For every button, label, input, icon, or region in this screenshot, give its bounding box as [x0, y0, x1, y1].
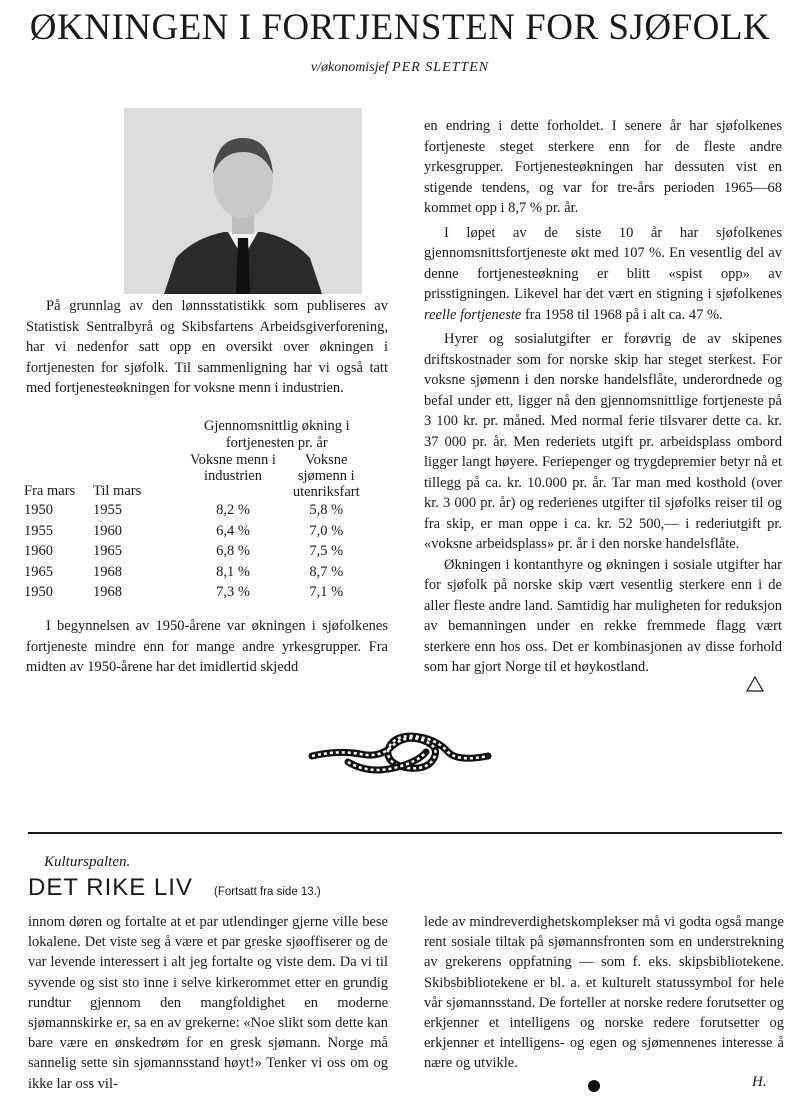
earnings-table — [20, 418, 370, 603]
table-row — [20, 521, 370, 542]
cell-to: 1968 — [93, 584, 123, 600]
table-group-header: Gjennomsnittlig økning i fortjenesten pr. år — [203, 418, 350, 451]
cell-to: 1955 — [93, 502, 123, 518]
cell-from: 1960 — [24, 543, 53, 559]
section-label: Kulturspalten. — [44, 854, 131, 870]
table-row — [20, 562, 370, 583]
cell-industry: 6,4 % — [216, 522, 250, 539]
left-after-table-paragraph: I begynnelsen av 1950-årene var økningen i sjøfolkenes fortjeneste mindre enn for mange andre yrkesgrupper. Fra midten av 1950-årene har det imidlertid skjedd — [26, 618, 388, 675]
cell-to: 1968 — [93, 563, 123, 580]
bullet-dot-icon — [588, 1080, 600, 1092]
author-portrait-photo — [124, 108, 362, 294]
emphasis-text: reelle fortjeneste — [424, 306, 522, 323]
cell-from: 1965 — [24, 563, 53, 580]
byline-name: PER SLETTEN — [392, 60, 490, 75]
column-heading: DET RIKE LIV — [28, 874, 193, 901]
byline-prefix: v/økonomisjef — [310, 60, 389, 75]
section-divider — [28, 832, 782, 834]
right-paragraph-3: Hyrer og sosialutgifter er forøvrig de av skipenes driftskostnader som for norske skip har steget sterkest. For voksne sjømenn i den norske handelsflåte, underordnede og befal under ett, ligger nå den gjennomsnittlige fortjeneste på 3 100 kr. pr. måned. Med normal ferie tilsvarer dette ca. kr. 37 000 pr. år. Men rederiets utgift pr. arbeidsplass ombord ligger langt høyere. Feriepenger og trygdepremier betyr nå et tillegg på ca. kr. 10.000 pr. år. Tar man med kosthold (over kr. 3 000 pr. år) og rederienes utgifter til sjøfolks reiser til og fra skip, er man oppe i ca. kr. 52 500,— i rederiutgift pr. «voksne arbeidsplass» pr. år i den norske handelsflåte. — [424, 331, 782, 552]
col-seamen-header: Voksne sjømenn i utenriksfart — [292, 452, 360, 500]
cell-industry: 6,8 % — [216, 543, 250, 559]
continued-note: (Fortsatt fra side 13.) — [214, 886, 321, 898]
right-paragraph-4: Økningen i kontanthyre og økningen i sosiale utgifter har for sjøfolk på norske skip vært vesentlig sterkere enn i de aller fleste andre land. Samtidig har muligheten for reduksjon av bemanningen under en rekke fremmede flagg vært sterkere enn hos oss. Det er kombinasjonen av disse forhold som har gjort Norge til et høykostland. — [424, 556, 782, 675]
cell-industry: 8,2 % — [216, 502, 250, 518]
col-from-header: Fra mars — [24, 483, 76, 499]
cell-from: 1950 — [24, 502, 53, 518]
cell-industry: 7,3 % — [216, 584, 250, 600]
intro-paragraph: På grunnlag av den lønnsstatistikk som publiseres av Statistisk Sentralbyrå og Skibsfartens Arbeidsgiverforening, har vi nedenfor satt opp en oversikt over økningen i fortjenesten for sjøfolk. Til sammenligning har vi også tatt med fortjenesteøkningen for voksne menn i industrien. — [26, 298, 388, 396]
article-title: ØKNINGEN I FORTJENSTEN FOR SJØFOLK — [29, 7, 771, 48]
cell-to: 1965 — [93, 543, 123, 559]
kultur-left-text: innom døren og fortalte at et par utlendinger gjerne ville bese lokalene. Det viste seg å være et par greske sjøoffiserer og de var levende interessert i alt jeg fortalte og viste dem. Da vi til syvende og sist sto inne i selve kirkerommet etter en grundig rundtur gjennom den mangfoldighet en moderne sjømannskirke er, sa en av grekerne: «Noe slikt som dette kan bare være en ønskedrøm for en gresk sjømann. Norge må sannelig sette sin sjømannsstand høyt!» Tenker vi oss om og ikke lar oss vil- — [28, 914, 388, 1092]
col-to-header: Til mars — [93, 483, 142, 499]
cell-seamen: 5,8 % — [309, 502, 344, 518]
col-industry-header: Voksne menn i industrien — [190, 452, 276, 484]
cell-from: 1950 — [24, 584, 53, 600]
cell-from: 1955 — [24, 522, 53, 539]
right-column — [424, 116, 782, 678]
table-row — [20, 541, 370, 562]
right-paragraph-2: I løpet av de siste 10 år har sjøfolkenes gjennomsnittsfortjeneste økt med 107 %. En vesentlig del av denne fortjenesteøkning er blitt «spist opp» av prisstigningen. Likevel har det vært en stigning i sjøfolkenes reelle fortjeneste fra 1958 til 1968 på i alt ca. 47 %. — [424, 224, 782, 323]
table-row — [20, 582, 370, 603]
table-row — [20, 500, 370, 521]
signature-initial: H. — [752, 1074, 767, 1090]
cell-industry: 8,1 % — [216, 563, 250, 580]
cell-to: 1960 — [93, 522, 123, 539]
cell-seamen: 7,1 % — [309, 584, 344, 600]
cell-seamen: 7,0 % — [309, 522, 344, 539]
right-paragraph-1: en endring i dette forholdet. I senere år har sjøfolkenes fortjeneste steget sterkere enn for de fleste andre yrkesgrupper. Fortjenesteøkningen har dessuten vist en stigende tendens, og var for tre-års perioden 1965—68 kommet opp i 8,7 % pr. år. — [424, 118, 782, 216]
rope-knot-ornament-icon — [308, 728, 492, 778]
kultur-right-text: lede av mindreverdighetskomplekser må vi godta også mange rent sosiale tiltak på sjømannsfronten som en understrekning av grekerens oppfatning — som f. eks. skipsbibliotekene. Skibsbibliotekene er bl. a. et kulturelt statussymbol for hele vår sjømannsstand. De forteller at norske redere forutsetter og erkjenner et intelligens og norske redere forutsetter og erkjenner et intelligens- og egen og sjømennenes interesse å nære og utvikle. — [424, 914, 784, 1072]
cell-seamen: 8,7 % — [309, 563, 344, 580]
cell-seamen: 7,5 % — [309, 543, 344, 559]
end-mark-triangle-icon — [746, 676, 764, 692]
byline — [0, 60, 800, 76]
